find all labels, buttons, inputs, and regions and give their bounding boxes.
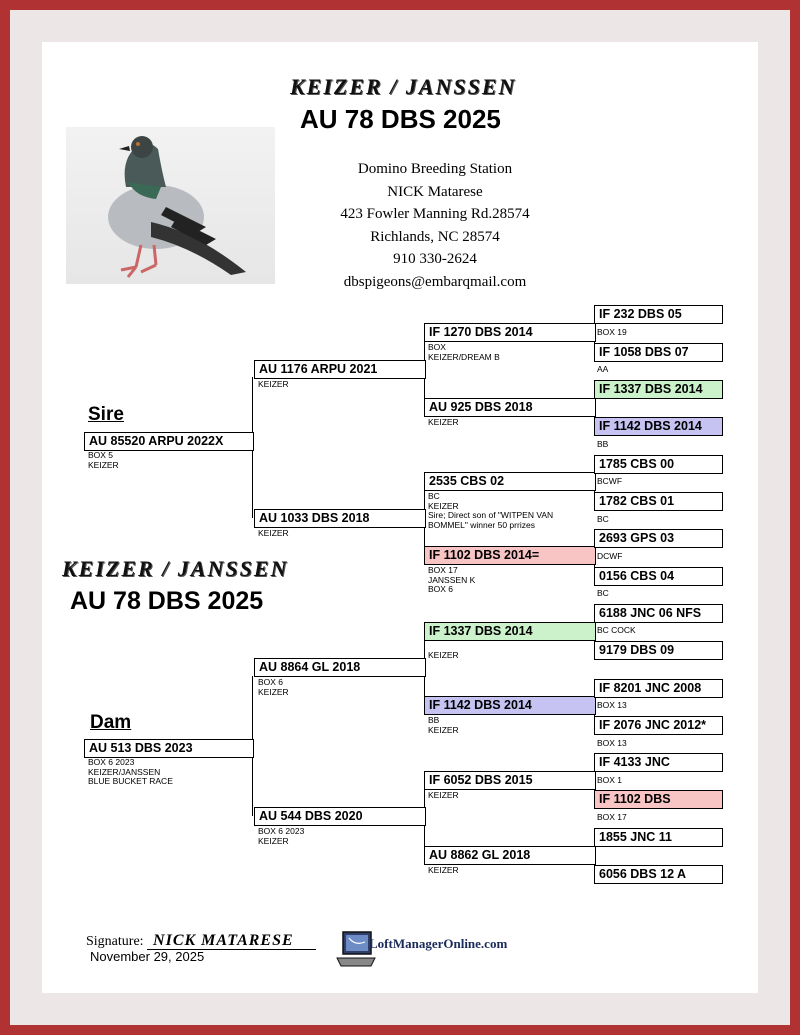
gen4-box: IF 2076 JNC 2012* — [594, 716, 723, 735]
header-band-title: AU 78 DBS 2025 — [300, 104, 501, 134]
gen3-box: IF 6052 DBS 2015 — [424, 771, 596, 790]
gen2-note: KEIZER — [258, 379, 289, 389]
gen3-box: AU 8862 GL 2018 — [424, 846, 596, 865]
signature-date: November 29, 2025 — [90, 949, 205, 964]
gen4-box: 1855 JNC 11 — [594, 828, 723, 847]
gen4-box: 2693 GPS 03 — [594, 529, 723, 548]
gen4-box: IF 4133 JNC — [594, 753, 723, 772]
gen4-box: IF 232 DBS 05 — [594, 305, 723, 324]
gen2-box: AU 1033 DBS 2018 — [254, 509, 426, 528]
gen3-note: KEIZER — [428, 790, 459, 800]
station-name: Domino Breeding Station — [357, 161, 513, 177]
gen2-box: AU 544 DBS 2020 — [254, 807, 426, 826]
signature-label: Signature: — [86, 934, 144, 949]
gen4-note: BOX 19 — [597, 327, 627, 337]
gen2-note: KEIZER — [258, 528, 289, 538]
gen4-note: BC — [597, 588, 609, 598]
gen4-box: 0156 CBS 04 — [594, 567, 723, 586]
dam-note: BOX 6 2023 KEIZER/JANSSEN BLUE BUCKET RACE — [88, 757, 173, 786]
phone-number: 910 330-2624 — [393, 251, 477, 267]
sire-section-label: Sire — [88, 404, 124, 425]
gen4-note: AA — [597, 364, 609, 374]
gen3-note: BC KEIZER Sire; Direct son of "WITPEN VAN BOMMEL" winner 50 prrizes — [428, 491, 554, 530]
gen4-note: DCWF — [597, 551, 623, 561]
dam-band-box: AU 513 DBS 2023 — [84, 739, 254, 758]
email-address: dbspigeons@embarqmail.com — [343, 273, 527, 290]
logo-text: LoftManagerOnline.com — [369, 936, 508, 951]
gen4-box: IF 8201 JNC 2008 — [594, 679, 723, 698]
address-block — [320, 158, 550, 293]
signature-line — [86, 932, 316, 950]
gen3-note: BOX 17 JANSSEN K BOX 6 — [428, 565, 476, 594]
city-state: Richlands, NC 28574 — [370, 228, 500, 245]
gen4-note: BOX 17 — [597, 812, 627, 822]
gen4-box: 6188 JNC 06 NFS — [594, 604, 723, 623]
gen4-box-highlight-blue: IF 1142 DBS 2014 — [594, 417, 723, 436]
gen4-box: 6056 DBS 12 A — [594, 865, 723, 884]
sire-band-box: AU 85520 ARPU 2022X — [84, 432, 254, 451]
gen4-box: IF 1058 DBS 07 — [594, 343, 723, 362]
gen4-box: 1785 CBS 00 — [594, 455, 723, 474]
gen4-box-highlight-green: IF 1337 DBS 2014 — [594, 380, 723, 399]
gen3-note: KEIZER — [428, 650, 459, 660]
gen4-note: BC — [597, 514, 609, 524]
gen4-note: BCWF — [597, 476, 623, 486]
sire-note: BOX 5 KEIZER — [88, 450, 119, 470]
gen4-box: 9179 DBS 09 — [594, 641, 723, 660]
gen2-note: BOX 6 KEIZER — [258, 677, 289, 697]
dam-section-label: Dam — [90, 712, 132, 733]
gen4-note: BOX 13 — [597, 738, 627, 748]
gen2-box: AU 8864 GL 2018 — [254, 658, 426, 677]
gen4-note: BOX 1 — [597, 775, 623, 785]
header-script-title: KEIZER / JANSSEN — [290, 74, 517, 99]
gen4-note: BOX 13 — [597, 700, 627, 710]
gen4-box-highlight-pink: IF 1102 DBS — [594, 790, 723, 809]
gen3-box: AU 925 DBS 2018 — [424, 398, 596, 417]
signature-name: NICK MATARESE — [147, 932, 316, 950]
gen3-note: BB KEIZER — [428, 715, 459, 735]
gen2-box: AU 1176 ARPU 2021 — [254, 360, 426, 379]
gen3-box: IF 1270 DBS 2014 — [424, 323, 596, 342]
gen3-box: 2535 CBS 02 — [424, 472, 596, 491]
gen3-note: BOX KEIZER/DREAM B — [428, 342, 500, 362]
gen4-note: BC COCK — [597, 625, 636, 635]
watermark-band-title: AU 78 DBS 2025 — [70, 587, 264, 615]
gen3-box-highlight-green: IF 1337 DBS 2014 — [424, 622, 596, 641]
gen3-box-highlight-blue: IF 1142 DBS 2014 — [424, 696, 596, 715]
gen2-note: BOX 6 2023 KEIZER — [258, 826, 305, 846]
gen3-box-highlight-pink: IF 1102 DBS 2014= — [424, 546, 596, 565]
watermark-script-title: KEIZER / JANSSEN — [62, 556, 289, 581]
gen3-note: KEIZER — [428, 865, 459, 875]
street-address: 423 Fowler Manning Rd.28574 — [340, 206, 530, 222]
gen4-box: 1782 CBS 01 — [594, 492, 723, 511]
gen3-note: KEIZER — [428, 417, 459, 427]
owner-name: NICK Matarese — [387, 183, 483, 200]
gen4-note: BB — [597, 439, 609, 449]
loftmanager-logo — [335, 928, 508, 972]
pigeon-photo — [66, 127, 275, 284]
